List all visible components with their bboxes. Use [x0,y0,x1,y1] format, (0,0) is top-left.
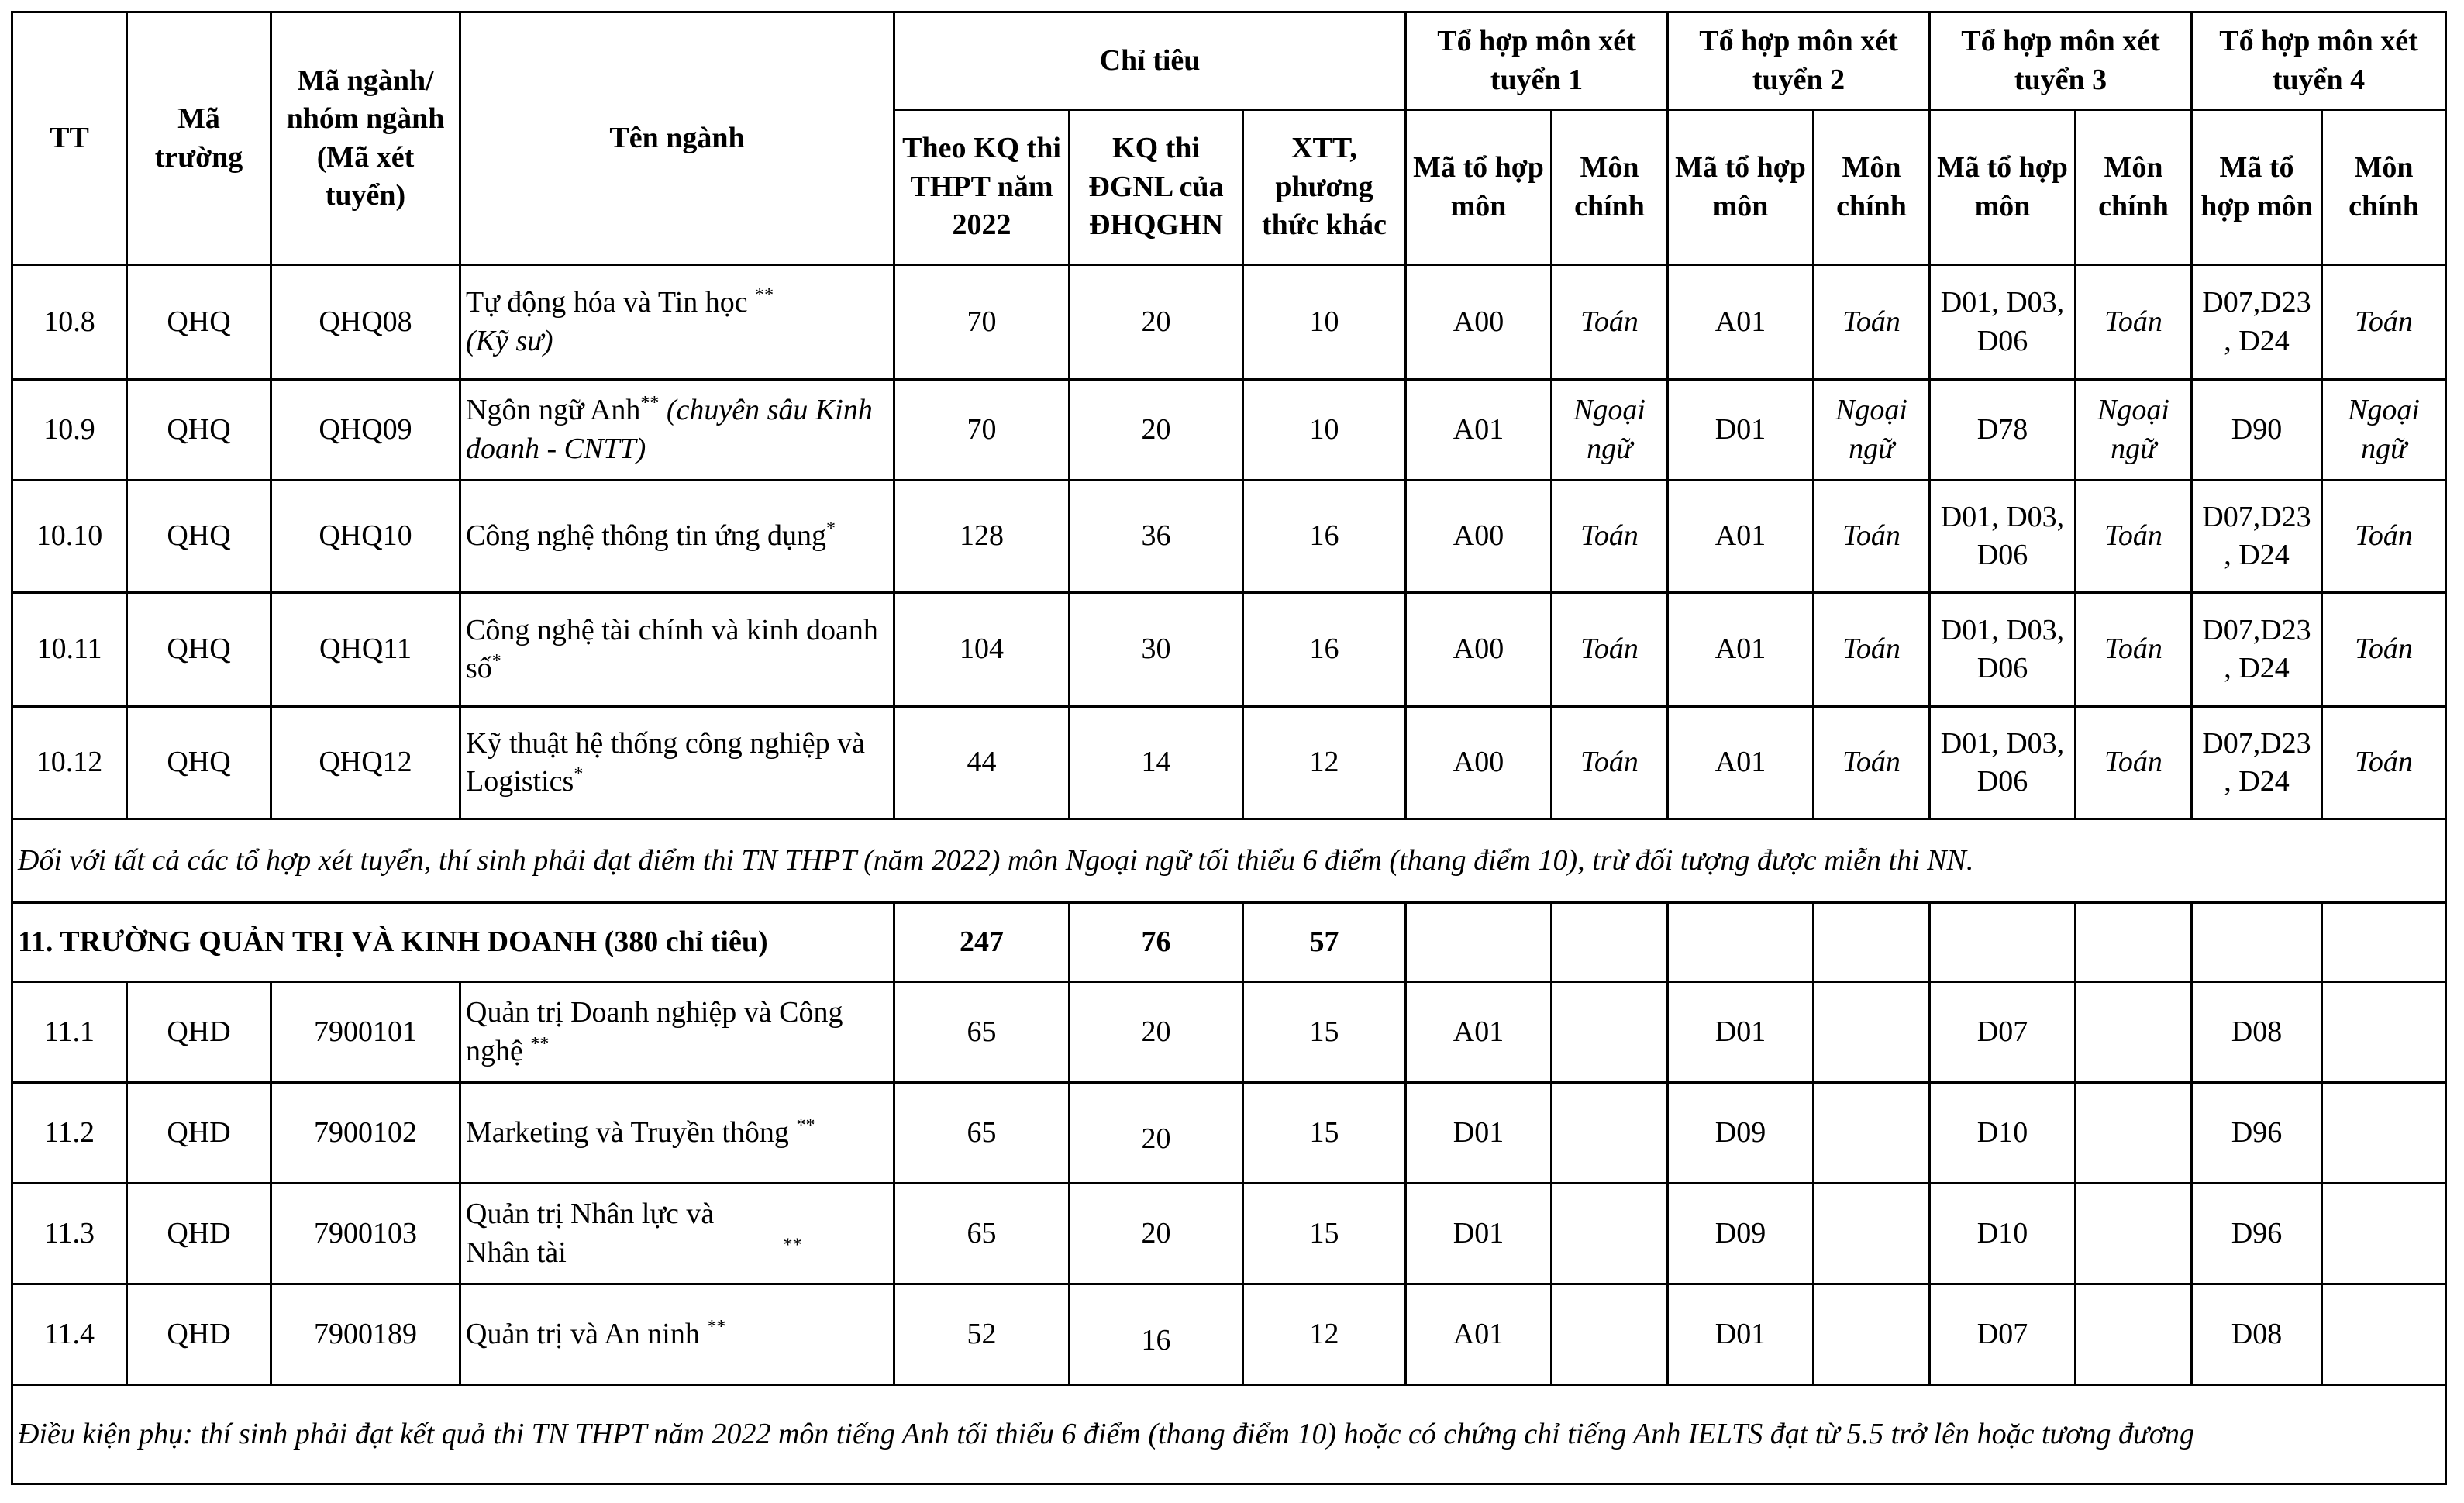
cell-dgnl: 14 [1070,707,1243,819]
cell-ten-nganh [460,593,894,707]
cell-mon-chinh-1: Toán [1552,265,1668,380]
cell-ten-nganh [460,707,894,819]
cell-tt: 11.1 [12,982,127,1083]
cell-ma-nganh: QHQ10 [271,481,460,593]
cell-to-hop-3: D07 [1930,982,2076,1083]
cell-to-hop-1: A00 [1406,265,1552,380]
table-row [12,380,2446,481]
header-theo-kq: Theo KQ thi THPT năm 2022 [894,110,1070,265]
cell-mon-chinh-1 [1552,1083,1668,1184]
cell-thpt: 70 [894,265,1070,380]
cell-ma-nganh: 7900101 [271,982,460,1083]
ten-nganh-sup: ** [640,393,660,414]
cell-tt: 11.4 [12,1284,127,1385]
cell-xtt: 15 [1243,1184,1406,1284]
cell-mon-chinh-3 [2076,1083,2192,1184]
cell-tt: 10.11 [12,593,127,707]
cell-tt: 11.3 [12,1184,127,1284]
cell-ma-nganh: QHQ12 [271,707,460,819]
cell-dgnl: 16 [1070,1284,1243,1385]
cell-mon-chinh-2 [1814,982,1930,1083]
cell-tt: 10.8 [12,265,127,380]
cell-ma-nganh: 7900189 [271,1284,460,1385]
header-tt: TT [12,12,127,265]
note-row [12,1385,2446,1484]
cell-ma-truong: QHQ [127,593,271,707]
cell-to-hop-1: A00 [1406,481,1552,593]
cell-to-hop-4: D08 [2192,1284,2322,1385]
empty-cell [2076,903,2192,982]
cell-to-hop-4: D90 [2192,380,2322,481]
cell-ma-truong: QHQ [127,265,271,380]
cell-mon-chinh-4 [2322,1083,2446,1184]
cell-mon-chinh-2: Toán [1814,593,1930,707]
ten-nganh-text: Tự động hóa và Tin học [466,286,748,319]
cell-mon-chinh-3 [2076,1284,2192,1385]
cell-mon-chinh-3 [2076,1184,2192,1284]
header-mon-chinh-4: Môn chính [2322,110,2446,265]
ten-nganh-sup: ** [755,285,774,306]
cell-mon-chinh-1 [1552,1184,1668,1284]
header-mon-chinh-3: Môn chính [2076,110,2192,265]
admissions-table-page [11,11,2447,1485]
cell-to-hop-1: A00 [1406,593,1552,707]
ten-nganh-note: (Kỹ sư) [466,324,553,357]
cell-mon-chinh-3: Toán [2076,593,2192,707]
empty-cell [2322,903,2446,982]
cell-thpt: 65 [894,1184,1070,1284]
cell-to-hop-3: D10 [1930,1184,2076,1284]
cell-mon-chinh-2 [1814,1083,1930,1184]
cell-to-hop-3: D01, D03, D06 [1930,265,2076,380]
note-row [12,819,2446,903]
cell-mon-chinh-2 [1814,1284,1930,1385]
cell-mon-chinh-1 [1552,982,1668,1083]
header-ma-to-hop-2: Mã tổ hợp môn [1668,110,1814,265]
cell-to-hop-1: D01 [1406,1083,1552,1184]
cell-mon-chinh-4: Toán [2322,481,2446,593]
cell-mon-chinh-4 [2322,982,2446,1083]
cell-mon-chinh-3: Ngoại ngữ [2076,380,2192,481]
cell-ma-nganh: 7900103 [271,1184,460,1284]
cell-mon-chinh-2: Toán [1814,707,1930,819]
cell-to-hop-3: D01, D03, D06 [1930,707,2076,819]
cell-to-hop-2: D09 [1668,1083,1814,1184]
cell-ma-nganh: QHQ08 [271,265,460,380]
cell-mon-chinh-1: Toán [1552,707,1668,819]
cell-to-hop-1: A01 [1406,380,1552,481]
ten-nganh-text: Công nghệ tài chính và kinh doanh số [466,613,878,684]
cell-mon-chinh-3 [2076,982,2192,1083]
ten-nganh-sup: * [825,519,836,539]
header-ten-nganh: Tên ngành [460,12,894,265]
table-row [12,1284,2446,1385]
cell-to-hop-2: D09 [1668,1184,1814,1284]
cell-to-hop-2: D01 [1668,1284,1814,1385]
ten-nganh-text: Ngôn ngữ Anh [466,394,641,427]
table-row [12,1083,2446,1184]
cell-ten-nganh [460,1184,894,1284]
empty-cell [1406,903,1552,982]
table-row [12,707,2446,819]
cell-ma-truong: QHD [127,1083,271,1184]
section11-xtt: 57 [1243,903,1406,982]
cell-mon-chinh-4: Toán [2322,265,2446,380]
cell-dgnl: 30 [1070,593,1243,707]
cell-to-hop-1: D01 [1406,1184,1552,1284]
section10-note: Đối với tất cả các tổ hợp xét tuyển, thí sinh phải đạt điểm thi TN THPT (năm 2022) môn Ngoại ngữ tối thiểu 6 điểm (thang điểm 10), trừ đối tượng được miễn thi NN. [12,819,2446,903]
cell-ma-truong: QHQ [127,380,271,481]
ten-nganh-text: Quản trị Nhân lực và Nhân tài [466,1198,715,1269]
cell-to-hop-3: D78 [1930,380,2076,481]
ten-nganh-sup: ** [796,1115,815,1136]
cell-to-hop-1: A00 [1406,707,1552,819]
cell-ten-nganh [460,1284,894,1385]
cell-dgnl: 36 [1070,481,1243,593]
cell-tt: 10.12 [12,707,127,819]
cell-dgnl: 20 [1070,982,1243,1083]
cell-to-hop-3: D01, D03, D06 [1930,593,2076,707]
cell-mon-chinh-1: Toán [1552,481,1668,593]
cell-dgnl: 20 [1070,265,1243,380]
cell-mon-chinh-4 [2322,1284,2446,1385]
cell-to-hop-4: D96 [2192,1083,2322,1184]
cell-dgnl: 20 [1070,1184,1243,1284]
cell-ten-nganh [460,265,894,380]
cell-xtt: 10 [1243,380,1406,481]
header-mon-chinh-2: Môn chính [1814,110,1930,265]
cell-mon-chinh-3: Toán [2076,481,2192,593]
section-row [12,903,2446,982]
ten-nganh-text: Marketing và Truyền thông [466,1115,789,1149]
header-chi-tieu: Chỉ tiêu [894,12,1406,110]
section11-note: Điều kiện phụ: thí sinh phải đạt kết quả thi TN THPT năm 2022 môn tiếng Anh tối thiểu 6 điểm (thang điểm 10) hoặc có chứng chỉ tiếng Anh IELTS đạt từ 5.5 trở lên hoặc tương đương [12,1385,2446,1484]
table-row [12,593,2446,707]
cell-ma-truong: QHD [127,1284,271,1385]
ten-nganh-sup: ** [530,1033,550,1054]
cell-to-hop-4: D08 [2192,982,2322,1083]
cell-thpt: 44 [894,707,1070,819]
cell-mon-chinh-1: Ngoại ngữ [1552,380,1668,481]
header-ma-to-hop-1: Mã tổ hợp môn [1406,110,1552,265]
header-kq-dgnl: KQ thi ĐGNL của ĐHQGHN [1070,110,1243,265]
header-ma-truong: Mã trường [127,12,271,265]
cell-to-hop-2: A01 [1668,265,1814,380]
cell-mon-chinh-2 [1814,1184,1930,1284]
cell-dgnl: 20 [1070,1083,1243,1184]
cell-mon-chinh-4: Toán [2322,707,2446,819]
cell-ma-nganh: QHQ09 [271,380,460,481]
empty-cell [2192,903,2322,982]
cell-xtt: 16 [1243,593,1406,707]
cell-to-hop-2: A01 [1668,593,1814,707]
cell-ten-nganh [460,1083,894,1184]
cell-tt: 10.10 [12,481,127,593]
header-to-hop-4: Tổ hợp môn xét tuyển 4 [2192,12,2446,110]
cell-thpt: 65 [894,982,1070,1083]
cell-to-hop-2: D01 [1668,982,1814,1083]
cell-to-hop-1: A01 [1406,1284,1552,1385]
ten-nganh-text: Kỹ thuật hệ thống công nghiệp và Logistics [466,726,866,798]
ten-nganh-text: Công nghệ thông tin ứng dụng [466,519,826,553]
empty-cell [1552,903,1668,982]
cell-to-hop-4: D07,D23 , D24 [2192,265,2322,380]
cell-to-hop-4: D07,D23 , D24 [2192,593,2322,707]
section11-thpt: 247 [894,903,1070,982]
cell-to-hop-2: D01 [1668,380,1814,481]
cell-mon-chinh-2: Toán [1814,265,1930,380]
cell-mon-chinh-4: Ngoại ngữ [2322,380,2446,481]
admissions-table [11,11,2447,1485]
table-row [12,1184,2446,1284]
cell-to-hop-4: D07,D23 , D24 [2192,481,2322,593]
cell-ma-truong: QHQ [127,707,271,819]
table-row [12,265,2446,380]
cell-to-hop-2: A01 [1668,707,1814,819]
cell-mon-chinh-4 [2322,1184,2446,1284]
cell-ma-nganh: QHQ11 [271,593,460,707]
empty-cell [1814,903,1930,982]
section11-title: 11. TRƯỜNG QUẢN TRỊ VÀ KINH DOANH (380 chỉ tiêu) [12,903,894,982]
cell-mon-chinh-2: Ngoại ngữ [1814,380,1930,481]
table-row [12,481,2446,593]
cell-to-hop-1: A01 [1406,982,1552,1083]
cell-ma-truong: QHD [127,982,271,1083]
ten-nganh-text: Quản trị Doanh nghiệp và Công nghệ [466,996,843,1067]
cell-thpt: 104 [894,593,1070,707]
table-row [12,982,2446,1083]
cell-xtt: 16 [1243,481,1406,593]
cell-thpt: 128 [894,481,1070,593]
empty-cell [1668,903,1814,982]
header-ma-nganh: Mã ngành/ nhóm ngành (Mã xét tuyển) [271,12,460,265]
cell-ten-nganh [460,380,894,481]
cell-mon-chinh-2: Toán [1814,481,1930,593]
cell-xtt: 15 [1243,982,1406,1083]
cell-ten-nganh [460,982,894,1083]
cell-to-hop-4: D96 [2192,1184,2322,1284]
ten-nganh-sup: ** [707,1316,726,1337]
ten-nganh-sup: * [574,764,584,784]
header-mon-chinh-1: Môn chính [1552,110,1668,265]
header-to-hop-3: Tổ hợp môn xét tuyển 3 [1930,12,2192,110]
cell-xtt: 10 [1243,265,1406,380]
ten-nganh-sup: * [491,651,501,671]
cell-ma-nganh: 7900102 [271,1083,460,1184]
cell-ten-nganh [460,481,894,593]
cell-mon-chinh-3: Toán [2076,707,2192,819]
cell-xtt: 12 [1243,707,1406,819]
cell-dgnl: 20 [1070,380,1243,481]
ten-nganh-sup: ** [783,1235,802,1256]
ten-nganh-text: Quản trị và An ninh [466,1317,700,1350]
cell-to-hop-3: D10 [1930,1083,2076,1184]
header-xtt: XTT, phương thức khác [1243,110,1406,265]
header-ma-to-hop-4: Mã tổ hợp môn [2192,110,2322,265]
cell-mon-chinh-4: Toán [2322,593,2446,707]
cell-ma-truong: QHD [127,1184,271,1284]
cell-xtt: 12 [1243,1284,1406,1385]
cell-mon-chinh-1 [1552,1284,1668,1385]
cell-to-hop-3: D07 [1930,1284,2076,1385]
header-ma-to-hop-3: Mã tổ hợp môn [1930,110,2076,265]
cell-thpt: 52 [894,1284,1070,1385]
cell-to-hop-2: A01 [1668,481,1814,593]
cell-xtt: 15 [1243,1083,1406,1184]
cell-tt: 11.2 [12,1083,127,1184]
header-to-hop-1: Tổ hợp môn xét tuyển 1 [1406,12,1668,110]
cell-ma-truong: QHQ [127,481,271,593]
cell-to-hop-3: D01, D03, D06 [1930,481,2076,593]
ten-nganh-note: (chuyên sâu Kinh doanh - CNTT) [466,394,873,465]
cell-thpt: 65 [894,1083,1070,1184]
cell-tt: 10.9 [12,380,127,481]
cell-thpt: 70 [894,380,1070,481]
cell-to-hop-4: D07,D23 , D24 [2192,707,2322,819]
cell-mon-chinh-1: Toán [1552,593,1668,707]
cell-mon-chinh-3: Toán [2076,265,2192,380]
section11-dgnl: 76 [1070,903,1243,982]
empty-cell [1930,903,2076,982]
header-to-hop-2: Tổ hợp môn xét tuyển 2 [1668,12,1930,110]
